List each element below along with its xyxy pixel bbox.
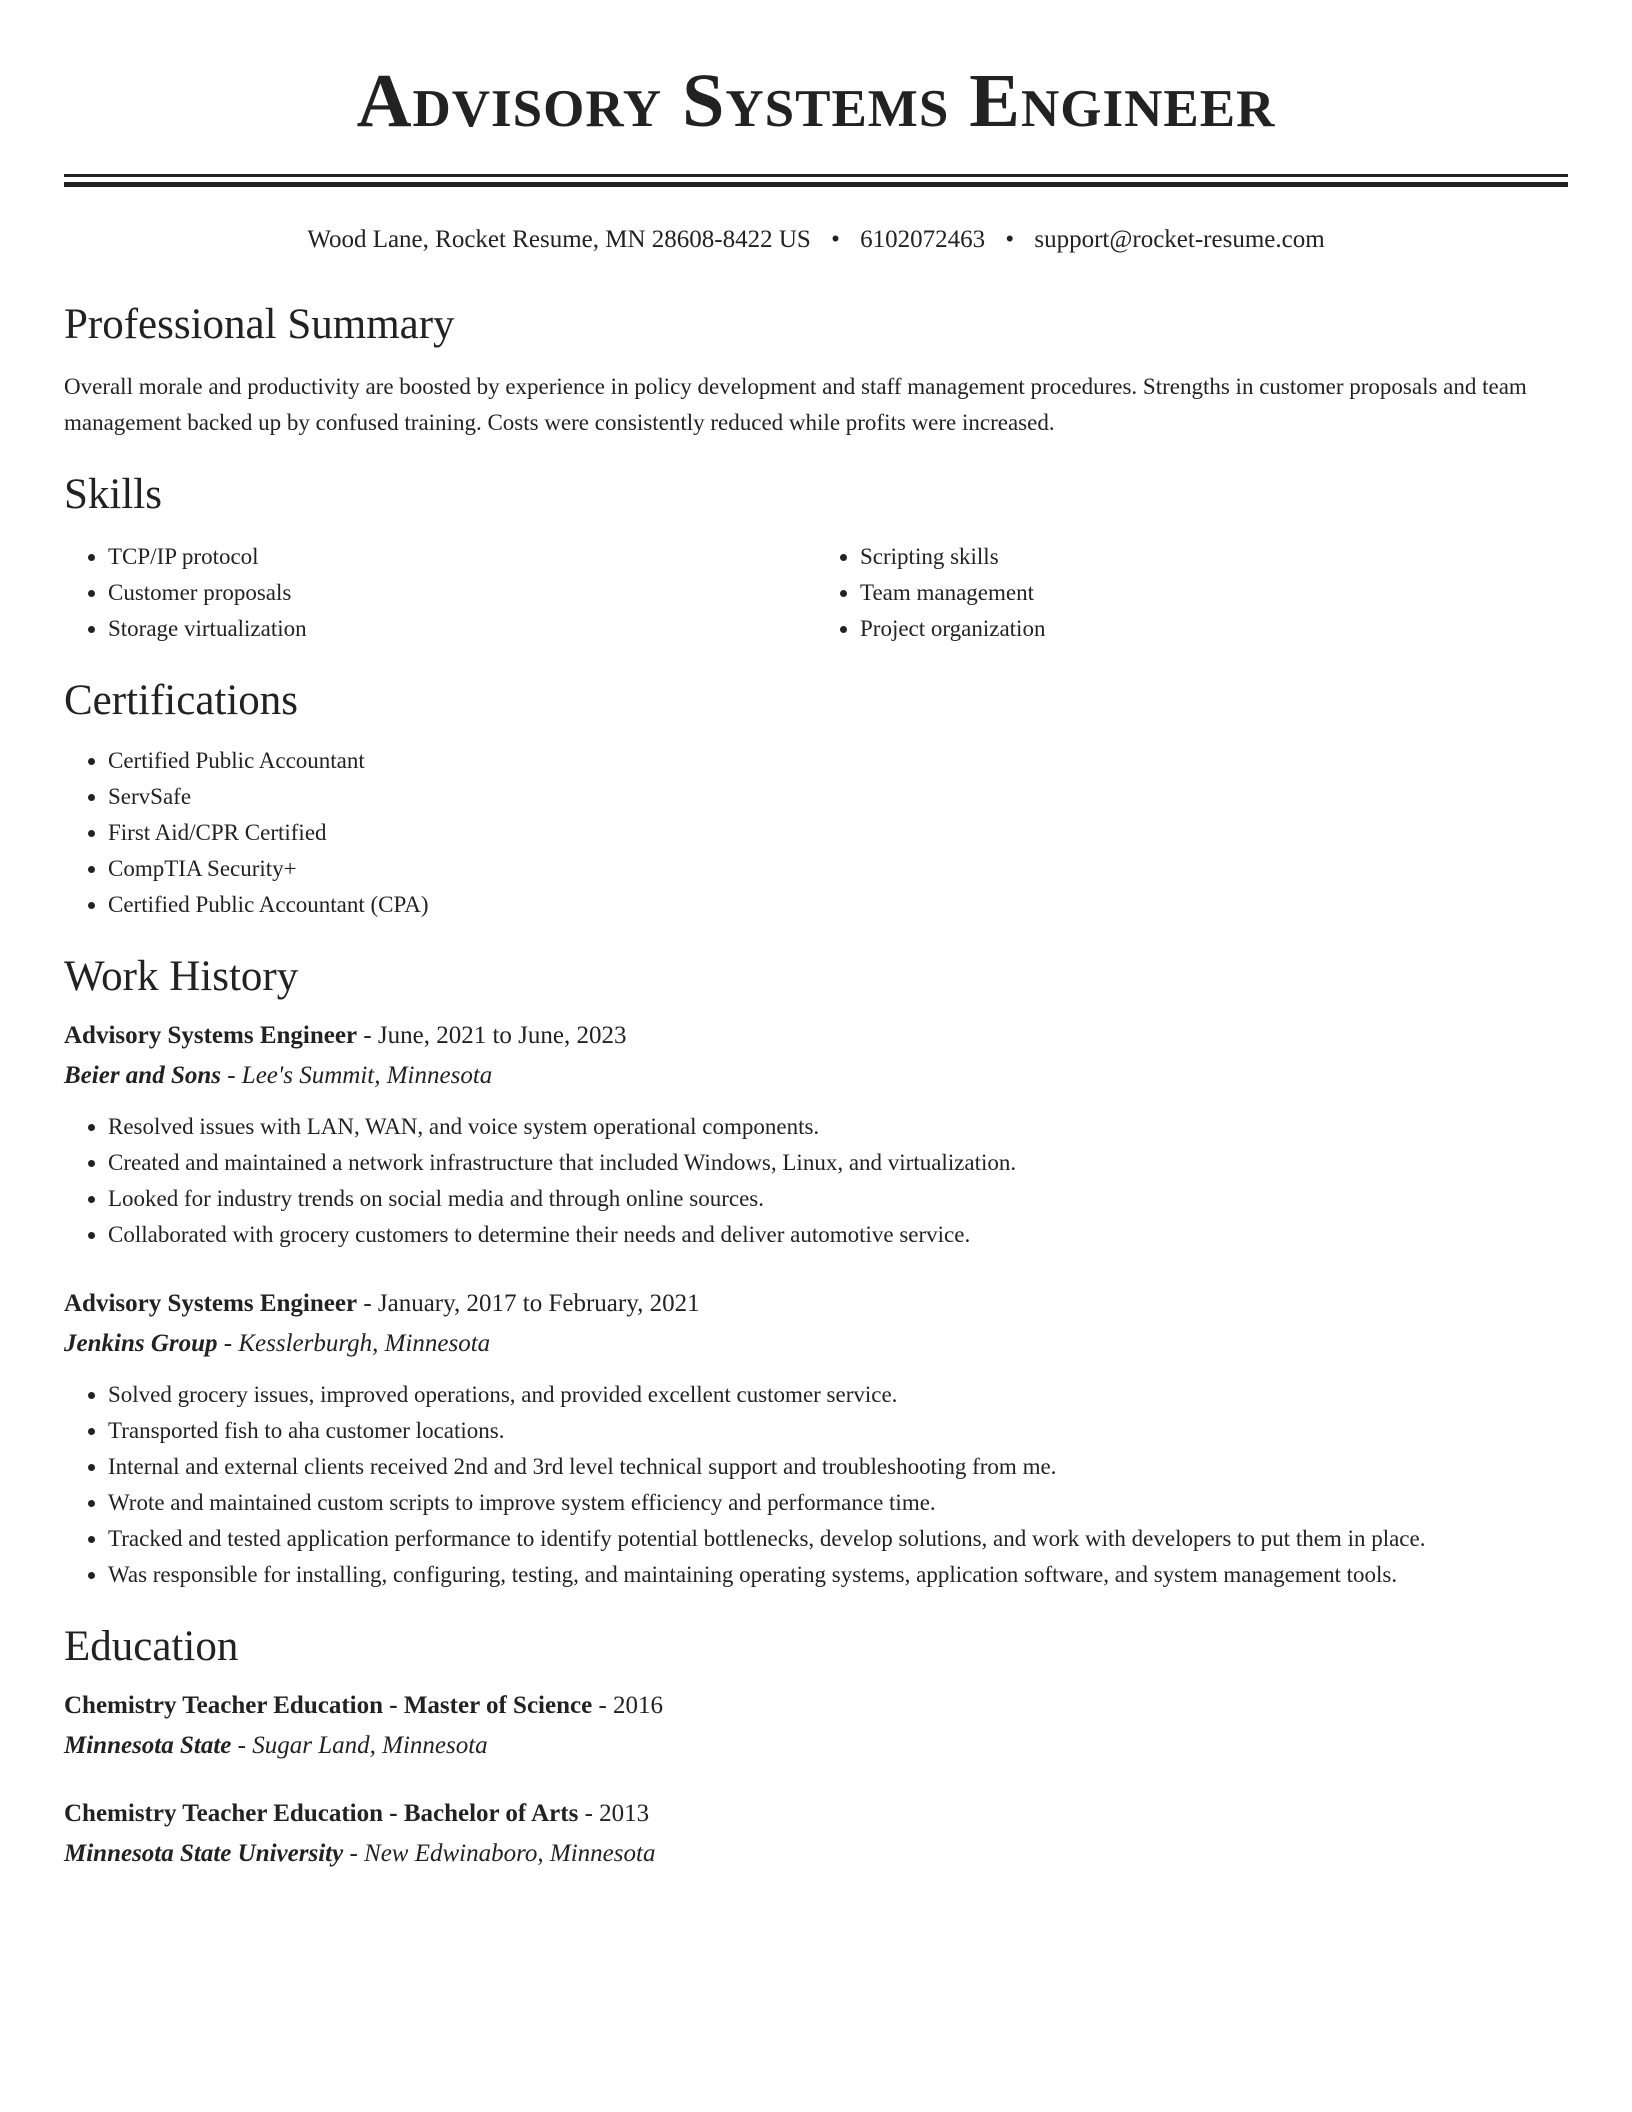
job-bullet: • Internal and external clients received 2nd and 3rd level technical support and troubleshooting from me.	[108, 1449, 1568, 1485]
contact-separator: •	[831, 226, 840, 253]
certification-item: • First Aid/CPR Certified	[108, 815, 1568, 851]
education-school-line	[64, 1729, 1568, 1763]
skill-item: • TCP/IP protocol	[108, 539, 816, 575]
job-title-line	[64, 1019, 1568, 1053]
job-bullet: • Created and maintained a network infrastructure that included Windows, Linux, and virtualization.	[108, 1145, 1568, 1181]
education-degree-line	[64, 1689, 1568, 1723]
job-bullets	[64, 1377, 1568, 1593]
education-year: - 2013	[578, 1800, 650, 1827]
title-divider	[64, 174, 1568, 187]
education-school: Minnesota State	[64, 1732, 232, 1759]
skills-heading: Skills	[64, 471, 162, 518]
skills-list-right	[816, 539, 1568, 647]
job-entry	[64, 1287, 1568, 1593]
education-year: - 2016	[592, 1692, 664, 1719]
contact-address: Wood Lane, Rocket Resume, MN 28608-8422 US	[307, 226, 811, 253]
certifications-list	[64, 743, 1568, 923]
certification-item: • CompTIA Security+	[108, 851, 1568, 887]
summary-text: Overall morale and productivity are boosted by experience in policy development and staff management procedures. Strengths in customer proposals and team management backed up by confused training. Costs were consistently reduced while profits were increased.	[64, 374, 1527, 435]
education-degree: Chemistry Teacher Education - Master of Science	[64, 1692, 593, 1719]
job-bullet: • Was responsible for installing, configuring, testing, and maintaining operating systems, application software, and system management tools.	[108, 1557, 1568, 1593]
job-bullets	[64, 1109, 1568, 1253]
education-heading: Education	[64, 1623, 239, 1670]
contact-email: support@rocket-resume.com	[1034, 226, 1325, 253]
contact-line	[64, 223, 1568, 257]
skills-columns	[64, 539, 1568, 647]
certifications-heading: Certifications	[64, 677, 299, 724]
job-company: Beier and Sons	[64, 1062, 221, 1089]
contact-phone: 6102072463	[860, 226, 986, 253]
education-school-line	[64, 1837, 1568, 1871]
job-entry	[64, 1019, 1568, 1253]
job-bullet: • Solved grocery issues, improved operations, and provided excellent customer service.	[108, 1377, 1568, 1413]
certification-item: • ServSafe	[108, 779, 1568, 815]
job-dates: - June, 2021 to June, 2023	[357, 1022, 627, 1049]
job-title: Advisory Systems Engineer	[64, 1290, 358, 1317]
job-title-line	[64, 1287, 1568, 1321]
job-bullet: • Collaborated with grocery customers to determine their needs and deliver automotive service.	[108, 1217, 1568, 1253]
skill-item: • Customer proposals	[108, 575, 816, 611]
summary-heading: Professional Summary	[64, 301, 455, 348]
certification-item: • Certified Public Accountant (CPA)	[108, 887, 1568, 923]
contact-separator: •	[1005, 226, 1015, 253]
education-school: Minnesota State University	[64, 1840, 344, 1867]
education-degree-line	[64, 1797, 1568, 1831]
work-history-heading: Work History	[64, 953, 299, 1000]
job-location: - Lee's Summit, Minnesota	[220, 1062, 493, 1089]
job-location: - Kesslerburgh, Minnesota	[217, 1330, 491, 1357]
job-employer-line	[64, 1327, 1568, 1361]
skill-item: • Storage virtualization	[108, 611, 816, 647]
job-dates: - January, 2017 to February, 2021	[357, 1290, 700, 1317]
certification-item: • Certified Public Accountant	[108, 743, 1568, 779]
job-employer-line	[64, 1059, 1568, 1093]
education-entry	[64, 1689, 1568, 1763]
resume-title: Advisory Systems Engineer	[356, 59, 1276, 143]
education-degree: Chemistry Teacher Education - Bachelor of Arts	[64, 1800, 579, 1827]
job-bullet: • Tracked and tested application performance to identify potential bottlenecks, develop solutions, and work with developers to put them in place.	[108, 1521, 1568, 1557]
job-bullet: • Looked for industry trends on social media and through online sources.	[108, 1181, 1568, 1217]
education-entry	[64, 1797, 1568, 1871]
job-title: Advisory Systems Engineer	[64, 1022, 358, 1049]
education-location: - New Edwinaboro, Minnesota	[343, 1840, 656, 1867]
job-bullet: • Wrote and maintained custom scripts to improve system efficiency and performance time.	[108, 1485, 1568, 1521]
skills-list-left	[64, 539, 816, 647]
skill-item: • Scripting skills	[860, 539, 1568, 575]
job-bullet: • Transported fish to aha customer locations.	[108, 1413, 1568, 1449]
skill-item: • Team management	[860, 575, 1568, 611]
education-location: - Sugar Land, Minnesota	[231, 1732, 488, 1759]
job-company: Jenkins Group	[64, 1330, 218, 1357]
job-bullet: • Resolved issues with LAN, WAN, and voice system operational components.	[108, 1109, 1568, 1145]
skill-item: • Project organization	[860, 611, 1568, 647]
